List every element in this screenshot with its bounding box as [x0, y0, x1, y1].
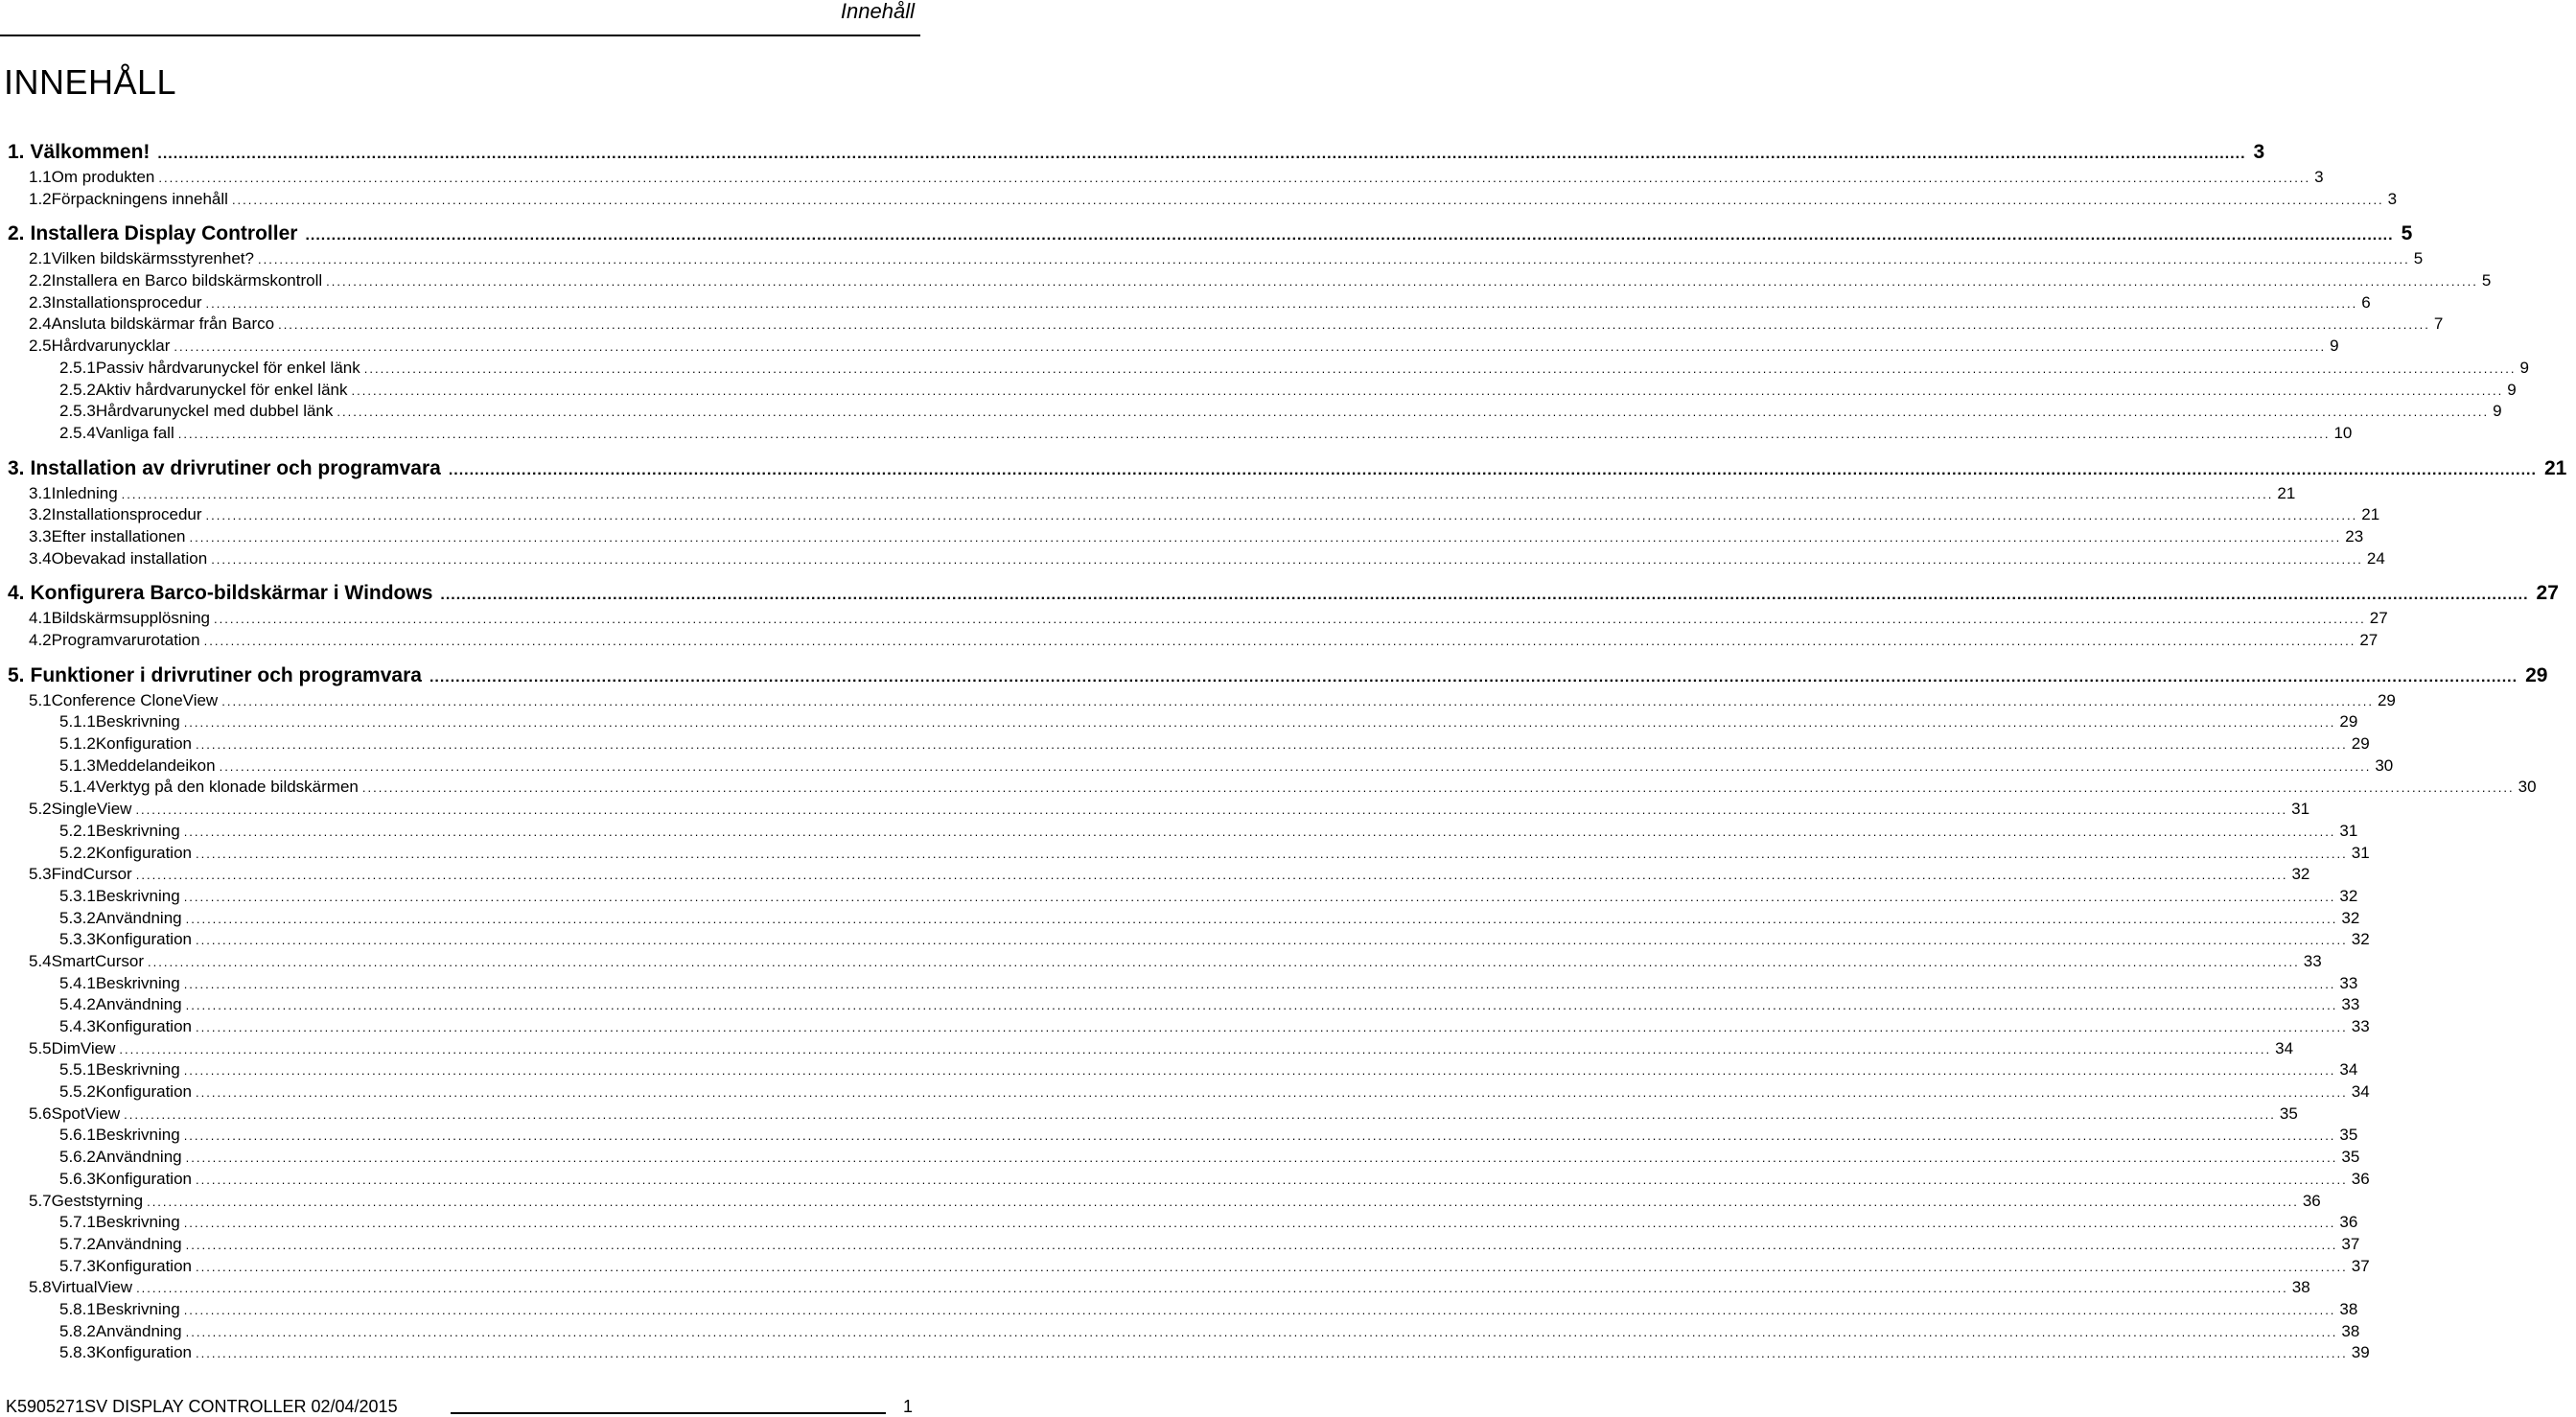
toc-entry-number: 5.5.1 — [59, 1060, 96, 1080]
toc-entry-number: 2.5.3 — [59, 402, 96, 421]
toc-page-number: 27 — [2359, 631, 2379, 649]
toc-subsection-entry[interactable] — [0, 1016, 2370, 1038]
toc-page-number: 3 — [2314, 168, 2324, 186]
toc-entry-title: Installation av drivrutiner och programvara — [30, 456, 441, 479]
toc-entry-number: 1.2 — [29, 189, 52, 208]
toc-chapter — [0, 454, 2567, 570]
toc-entry-number: 2.3 — [29, 292, 52, 312]
toc-entry-number: 5.2.1 — [59, 821, 96, 840]
toc-dot-leader: ................................................................................................................................................................................................................................................................................................................................................................................................................ — [337, 405, 2490, 420]
toc-page-number: 21 — [2361, 505, 2380, 524]
toc-dot-leader: ................................................................................................................................................................................................................................................................................................................................................................................................................ — [119, 1041, 2272, 1057]
toc-page-number: 35 — [2339, 1126, 2358, 1145]
toc-page-number: 37 — [2341, 1234, 2360, 1253]
toc-section-entry[interactable] — [0, 504, 2380, 526]
toc-entry-number: 4.1 — [29, 609, 52, 628]
toc-subsection-entry[interactable] — [0, 994, 2360, 1016]
toc-entry-title: DimView — [51, 1038, 116, 1057]
running-head-title: Innehåll — [840, 0, 915, 23]
toc-chapter-entry[interactable] — [0, 454, 2567, 483]
toc-dot-leader: ................................................................................................................................................................................................................................................................................................................................................................................................................ — [231, 192, 2384, 207]
toc-subsection-entry[interactable] — [0, 1059, 2358, 1081]
toc-page-number: 10 — [2333, 423, 2353, 442]
toc-dot-leader: ................................................................................................................................................................................................................................................................................................................................................................................................................ — [185, 1237, 2338, 1252]
toc-subsection-entry[interactable] — [0, 1081, 2370, 1103]
toc-dot-leader: ................................................................................................................................................................................................................................................................................................................................................................................................................ — [185, 1150, 2338, 1166]
toc-page-number: 7 — [2433, 314, 2444, 334]
toc-chapter — [0, 220, 2529, 444]
toc-entry-title: Användning — [95, 995, 182, 1014]
toc-section-entry[interactable] — [0, 1191, 2321, 1213]
toc-entry-number: 5.8.3 — [59, 1343, 96, 1362]
toc-entry-title: Konfiguration — [95, 1169, 192, 1188]
toc-entry-number: 2.5.1 — [59, 358, 96, 377]
toc-section-entry[interactable] — [0, 1038, 2294, 1060]
toc-dot-leader: ................................................................................................................................................................................................................................................................................................................................................................................................................ — [185, 911, 2338, 926]
toc-entry-title: Användning — [95, 1234, 182, 1253]
toc-page-number: 29 — [2351, 734, 2370, 754]
toc-subsection-entry[interactable] — [0, 777, 2537, 799]
toc-page-number: 27 — [2369, 609, 2388, 628]
toc-dot-leader: ................................................................................................................................................................................................................................................................................................................................................................................................................ — [124, 1106, 2276, 1122]
toc-dot-leader: ................................................................................................................................................................................................................................................................................................................................................................................................................ — [257, 252, 2410, 267]
toc-entry-title: Konfiguration — [95, 1082, 192, 1102]
toc-dot-leader: ................................................................................................................................................................................................................................................................................................................................................................................................................ — [136, 1281, 2288, 1296]
toc-subsection-entry[interactable] — [0, 843, 2370, 865]
toc-entry-number: 5.2 — [29, 800, 52, 819]
toc-subsection-entry[interactable] — [0, 733, 2370, 755]
toc-entry-number: 2.5.4 — [59, 423, 96, 442]
toc-dot-leader: ................................................................................................................................................................................................................................................................................................................................................................................................................ — [205, 508, 2358, 523]
toc-dot-leader: ................................................................................................................................................................................................................................................................................................................................................................................................................ — [135, 802, 2288, 818]
toc-page-number: 33 — [2303, 951, 2322, 970]
toc-entry-number: 5.3.1 — [59, 886, 96, 905]
toc-entry-number: 3.1 — [29, 483, 52, 502]
toc-dot-leader: ................................................................................................................................................................................................................................................................................................................................................................................................................ — [196, 1346, 2348, 1361]
toc-entry-title: FindCursor — [51, 865, 132, 884]
toc-entry-number: 1. — [8, 141, 25, 163]
toc-entry-number: 5.8.1 — [59, 1299, 96, 1318]
toc-entry-title: Efter installationen — [51, 526, 186, 546]
toc-dot-leader: ................................................................................................................................................................................................................................................................................................................................................................................................................ — [183, 1128, 2336, 1144]
toc-entry-title: Konfiguration — [95, 1256, 192, 1275]
toc-entry-number: 3.3 — [29, 526, 52, 546]
toc-dot-leader: ................................................................................................................................................................................................................................................................................................................................................................................................................ — [185, 1324, 2338, 1339]
toc-entry-title: Meddelandeikon — [95, 755, 216, 775]
toc-entry-title: Konfiguration — [95, 734, 192, 754]
toc-entry-number: 5.7.1 — [59, 1213, 96, 1232]
toc-entry-title: Programvarurotation — [51, 631, 200, 649]
toc-dot-leader: ................................................................................................................................................................................................................................................................................................................................................................................................................ — [448, 461, 2537, 478]
toc-page-number: 35 — [2279, 1103, 2298, 1123]
toc-entry-number: 5.8 — [29, 1278, 52, 1297]
toc-dot-leader: ................................................................................................................................................................................................................................................................................................................................................................................................................ — [196, 1172, 2348, 1187]
toc-page-number: 30 — [2375, 755, 2394, 775]
toc-entry-number: 5.4 — [29, 951, 52, 970]
toc-subsection-entry[interactable] — [0, 380, 2517, 402]
toc-entry-number: 2.4 — [29, 314, 52, 334]
toc-entry-number: 4. — [8, 582, 25, 605]
toc-entry-title: Beskrivning — [95, 1126, 180, 1145]
toc-dot-leader: ................................................................................................................................................................................................................................................................................................................................................................................................................ — [177, 426, 2331, 441]
toc-entry-number: 2.2 — [29, 271, 52, 290]
toc-page-number: 35 — [2341, 1148, 2360, 1167]
toc-page-number: 5 — [2481, 271, 2492, 290]
toc-dot-leader: ................................................................................................................................................................................................................................................................................................................................................................................................................ — [196, 737, 2348, 753]
toc-subsection-entry[interactable] — [0, 1125, 2358, 1147]
toc-dot-leader: ................................................................................................................................................................................................................................................................................................................................................................................................................ — [361, 780, 2515, 796]
toc-entry-number: 2.5.2 — [59, 380, 96, 399]
toc-page-number: 9 — [2507, 380, 2517, 399]
toc-entry-title: Användning — [95, 1321, 182, 1340]
toc-entry-title: Välkommen! — [30, 141, 151, 163]
toc-entry-number: 5.1.2 — [59, 734, 96, 754]
toc-page-number: 31 — [2339, 821, 2358, 840]
footer-page-number: 1 — [902, 1397, 913, 1416]
toc-entry-title: Funktioner i drivrutiner och programvara — [30, 663, 422, 686]
toc-subsection-entry[interactable] — [0, 423, 2353, 445]
toc-dot-leader: ................................................................................................................................................................................................................................................................................................................................................................................................................ — [185, 998, 2338, 1013]
toc-entry-title: Hårdvarunycklar — [51, 337, 171, 356]
toc-entry-title: Konfiguration — [95, 1017, 192, 1035]
toc-entry-title: Installationsprocedur — [51, 292, 202, 312]
toc-chapter-entry[interactable] — [0, 220, 2413, 248]
toc-entry-number: 5.1.3 — [59, 755, 96, 775]
toc-chapter — [0, 579, 2559, 651]
toc-entry-number: 5.1 — [29, 690, 52, 709]
toc-entry-title: Beskrivning — [95, 1060, 180, 1080]
table-of-contents — [0, 138, 2567, 1374]
toc-entry-number: 5.1.4 — [59, 778, 96, 797]
toc-page-number: 5 — [2401, 222, 2413, 245]
toc-page-number: 32 — [2339, 886, 2358, 905]
toc-page-number: 33 — [2341, 995, 2360, 1014]
toc-entry-title: Beskrivning — [95, 1299, 180, 1318]
toc-page-number: 32 — [2351, 930, 2370, 949]
toc-entry-number: 5.1.1 — [59, 712, 96, 732]
toc-dot-leader: ................................................................................................................................................................................................................................................................................................................................................................................................................ — [196, 846, 2348, 861]
toc-entry-title: Beskrivning — [95, 712, 180, 732]
toc-subsection-entry[interactable] — [0, 1342, 2370, 1364]
toc-entry-title: Konfiguration — [95, 930, 192, 949]
toc-dot-leader: ................................................................................................................................................................................................................................................................................................................................................................................................................ — [196, 1085, 2348, 1101]
toc-dot-leader: ................................................................................................................................................................................................................................................................................................................................................................................................................ — [196, 1259, 2348, 1274]
toc-page-number: 30 — [2518, 778, 2537, 797]
toc-entry-number: 5.6.2 — [59, 1148, 96, 1167]
toc-page-number: 34 — [2275, 1038, 2294, 1057]
toc-entry-number: 5.6.1 — [59, 1126, 96, 1145]
toc-entry-title: Beskrivning — [95, 1213, 180, 1232]
toc-dot-leader: ................................................................................................................................................................................................................................................................................................................................................................................................................ — [148, 954, 2300, 969]
toc-page-number: 27 — [2536, 582, 2559, 605]
toc-entry-number: 5.7.3 — [59, 1256, 96, 1275]
toc-entry-title: Ansluta bildskärmar från Barco — [51, 314, 275, 334]
toc-dot-leader: ................................................................................................................................................................................................................................................................................................................................................................................................................ — [183, 715, 2336, 731]
toc-page-number: 36 — [2339, 1213, 2358, 1232]
toc-dot-leader: ................................................................................................................................................................................................................................................................................................................................................................................................................ — [158, 171, 2311, 185]
toc-subsection-entry[interactable] — [0, 1169, 2370, 1191]
toc-dot-leader: ................................................................................................................................................................................................................................................................................................................................................................................................................ — [183, 889, 2336, 904]
toc-entry-title: Verktyg på den klonade bildskärmen — [95, 778, 359, 797]
toc-page-number: 29 — [2377, 690, 2396, 709]
toc-dot-leader: ................................................................................................................................................................................................................................................................................................................................................................................................................ — [440, 587, 2529, 604]
toc-page-number: 24 — [2366, 548, 2385, 568]
toc-entry-number: 5.3.3 — [59, 930, 96, 949]
toc-section-entry[interactable] — [0, 1103, 2298, 1126]
toc-entry-number: 5.6 — [29, 1103, 52, 1123]
toc-entry-number: 5. — [8, 663, 25, 686]
toc-section-entry[interactable] — [0, 167, 2324, 189]
toc-entry-number: 2.5 — [29, 337, 52, 356]
toc-entry-title: Conference CloneView — [51, 690, 219, 709]
toc-chapter-entry[interactable] — [0, 579, 2559, 608]
toc-entry-title: Konfiguration — [95, 1343, 192, 1362]
toc-subsection-entry[interactable] — [0, 755, 2394, 778]
toc-subsection-entry[interactable] — [0, 1256, 2370, 1278]
toc-dot-leader: ................................................................................................................................................................................................................................................................................................................................................................................................................ — [147, 1194, 2299, 1209]
toc-page-number: 33 — [2351, 1017, 2370, 1035]
toc-page-number: 38 — [2341, 1321, 2360, 1340]
toc-entry-number: 5.4.2 — [59, 995, 96, 1014]
toc-page-number: 21 — [2543, 456, 2567, 479]
footer-rule — [451, 1412, 886, 1414]
toc-subsection-entry[interactable] — [0, 711, 2358, 733]
toc-page-number: 34 — [2351, 1082, 2370, 1102]
toc-entry-title: SpotView — [51, 1103, 121, 1123]
toc-entry-title: Beskrivning — [95, 821, 180, 840]
toc-dot-leader: ................................................................................................................................................................................................................................................................................................................................................................................................................ — [278, 317, 2430, 333]
toc-entry-number: 5.6.3 — [59, 1169, 96, 1188]
toc-page-number: 3 — [2253, 141, 2265, 163]
toc-chapter-entry[interactable] — [0, 138, 2265, 167]
toc-section-entry[interactable] — [0, 630, 2379, 652]
toc-page-number: 32 — [2291, 865, 2310, 884]
toc-section-entry[interactable] — [0, 189, 2398, 211]
toc-subsection-entry[interactable] — [0, 908, 2360, 930]
header-rule — [0, 35, 920, 36]
toc-chapter-entry[interactable] — [0, 662, 2548, 690]
toc-entry-title: Konfiguration — [95, 843, 192, 862]
toc-page-number: 39 — [2351, 1343, 2370, 1362]
toc-dot-leader: ................................................................................................................................................................................................................................................................................................................................................................................................................ — [214, 612, 2366, 627]
toc-entry-title: Geststyrning — [51, 1191, 144, 1210]
toc-entry-title: Vilken bildskärmsstyrenhet? — [51, 249, 254, 268]
toc-subsection-entry[interactable] — [0, 1212, 2358, 1234]
toc-page-number: 29 — [2525, 663, 2548, 686]
toc-entry-title: Hårdvarunyckel med dubbel länk — [95, 402, 334, 421]
toc-section-entry[interactable] — [0, 526, 2364, 548]
toc-entry-title: Förpackningens innehåll — [51, 189, 228, 208]
toc-dot-leader: ................................................................................................................................................................................................................................................................................................................................................................................................................ — [183, 824, 2336, 839]
toc-entry-number: 3.4 — [29, 548, 52, 568]
toc-dot-leader: ................................................................................................................................................................................................................................................................................................................................................................................................................ — [351, 383, 2504, 398]
toc-dot-leader: ................................................................................................................................................................................................................................................................................................................................................................................................................ — [363, 360, 2517, 376]
toc-entry-title: Inledning — [51, 483, 118, 502]
toc-page-number: 38 — [2339, 1299, 2358, 1318]
toc-section-entry[interactable] — [0, 864, 2310, 886]
toc-subsection-entry[interactable] — [0, 1299, 2358, 1321]
toc-entry-title: Bildskärmsupplösning — [51, 609, 211, 628]
toc-entry-title: Passiv hårdvarunyckel för enkel länk — [95, 358, 360, 377]
toc-page-number: 23 — [2345, 526, 2364, 546]
toc-dot-leader: ................................................................................................................................................................................................................................................................................................................................................................................................................ — [157, 146, 2246, 162]
toc-page-number: 9 — [2330, 337, 2339, 356]
toc-entry-number: 1.1 — [29, 168, 52, 186]
toc-entry-title: Vanliga fall — [95, 423, 174, 442]
toc-chapter — [0, 662, 2548, 1364]
toc-entry-title: Användning — [95, 908, 182, 927]
toc-section-entry[interactable] — [0, 1277, 2310, 1299]
toc-entry-number: 5.5.2 — [59, 1082, 96, 1102]
toc-entry-title: Konfigurera Barco-bildskärmar i Windows — [30, 582, 433, 605]
toc-entry-title: Installationsprocedur — [51, 505, 202, 524]
toc-page-number: 9 — [2493, 402, 2502, 421]
toc-page-number: 31 — [2351, 843, 2370, 862]
toc-page-number: 38 — [2291, 1278, 2310, 1297]
toc-entry-number: 5.7 — [29, 1191, 52, 1210]
toc-dot-leader: ................................................................................................................................................................................................................................................................................................................................................................................................................ — [183, 1302, 2336, 1317]
toc-section-entry[interactable] — [0, 483, 2296, 505]
toc-entry-title: SmartCursor — [51, 951, 144, 970]
toc-entry-number: 4.2 — [29, 631, 52, 649]
toc-entry-title: VirtualView — [51, 1278, 133, 1297]
toc-page-number: 29 — [2339, 712, 2358, 732]
toc-subsection-entry[interactable] — [0, 358, 2529, 380]
toc-entry-number: 5.3 — [29, 865, 52, 884]
footer-document-code: K5905271SV DISPLAY CONTROLLER 02/04/2015 — [6, 1397, 398, 1416]
toc-page-number: 6 — [2361, 292, 2371, 312]
toc-page-number: 5 — [2413, 249, 2424, 268]
toc-dot-leader: ................................................................................................................................................................................................................................................................................................................................................................................................................ — [183, 976, 2336, 991]
toc-entry-title: Obevakad installation — [51, 548, 208, 568]
toc-dot-leader: ................................................................................................................................................................................................................................................................................................................................................................................................................ — [183, 1216, 2336, 1231]
toc-section-entry[interactable] — [0, 248, 2424, 270]
toc-entry-title: SingleView — [51, 800, 132, 819]
toc-entry-number: 5.4.3 — [59, 1017, 96, 1035]
toc-dot-leader: ................................................................................................................................................................................................................................................................................................................................................................................................................ — [219, 758, 2372, 774]
toc-dot-leader: ................................................................................................................................................................................................................................................................................................................................................................................................................ — [135, 868, 2288, 883]
toc-entry-title: Installera en Barco bildskärmskontroll — [51, 271, 323, 290]
toc-dot-leader: ................................................................................................................................................................................................................................................................................................................................................................................................................ — [429, 668, 2518, 685]
toc-dot-leader: ................................................................................................................................................................................................................................................................................................................................................................................................................ — [174, 339, 2327, 355]
toc-section-entry[interactable] — [0, 314, 2444, 336]
toc-chapter — [0, 138, 2398, 210]
toc-subsection-entry[interactable] — [0, 929, 2370, 951]
toc-dot-leader: ................................................................................................................................................................................................................................................................................................................................................................................................................ — [205, 295, 2358, 311]
toc-dot-leader: ................................................................................................................................................................................................................................................................................................................................................................................................................ — [221, 693, 2374, 708]
toc-subsection-entry[interactable] — [0, 1147, 2360, 1169]
toc-page-number: 37 — [2351, 1256, 2370, 1275]
toc-dot-leader: ................................................................................................................................................................................................................................................................................................................................................................................................................ — [326, 274, 2478, 290]
toc-section-entry[interactable] — [0, 690, 2396, 712]
toc-entry-title: Beskrivning — [95, 973, 180, 992]
toc-entry-number: 3. — [8, 456, 25, 479]
toc-dot-leader: ................................................................................................................................................................................................................................................................................................................................................................................................................ — [305, 227, 2394, 244]
toc-entry-title: Beskrivning — [95, 886, 180, 905]
toc-entry-number: 2. — [8, 222, 25, 245]
toc-subsection-entry[interactable] — [0, 401, 2502, 423]
toc-dot-leader: ................................................................................................................................................................................................................................................................................................................................................................................................................ — [196, 933, 2348, 948]
toc-dot-leader: ................................................................................................................................................................................................................................................................................................................................................................................................................ — [196, 1020, 2348, 1034]
toc-page-number: 21 — [2277, 483, 2296, 502]
toc-subsection-entry[interactable] — [0, 886, 2358, 908]
toc-section-entry[interactable] — [0, 548, 2385, 570]
toc-page-number: 3 — [2387, 189, 2398, 208]
toc-page-number: 36 — [2302, 1191, 2321, 1210]
toc-page-number: 9 — [2519, 358, 2529, 377]
toc-entry-title: Aktiv hårdvarunyckel för enkel länk — [95, 380, 348, 399]
toc-page-number: 32 — [2341, 908, 2360, 927]
toc-dot-leader: ................................................................................................................................................................................................................................................................................................................................................................................................................ — [203, 634, 2356, 648]
toc-section-entry[interactable] — [0, 292, 2371, 314]
toc-section-entry[interactable] — [0, 270, 2492, 292]
toc-entry-title: Användning — [95, 1148, 182, 1167]
toc-subsection-entry[interactable] — [0, 1321, 2360, 1343]
toc-dot-leader: ................................................................................................................................................................................................................................................................................................................................................................................................................ — [183, 1063, 2336, 1079]
toc-entry-title: Installera Display Controller — [30, 222, 298, 245]
toc-entry-number: 5.4.1 — [59, 973, 96, 992]
toc-entry-number: 5.5 — [29, 1038, 52, 1057]
toc-dot-leader: ................................................................................................................................................................................................................................................................................................................................................................................................................ — [211, 551, 2363, 567]
toc-entry-number: 3.2 — [29, 505, 52, 524]
toc-page-number: 36 — [2351, 1169, 2370, 1188]
toc-entry-number: 5.7.2 — [59, 1234, 96, 1253]
toc-subsection-entry[interactable] — [0, 1234, 2360, 1256]
toc-entry-number: 5.2.2 — [59, 843, 96, 862]
toc-page-number: 31 — [2291, 800, 2310, 819]
toc-subsection-entry[interactable] — [0, 821, 2358, 843]
toc-dot-leader: ................................................................................................................................................................................................................................................................................................................................................................................................................ — [121, 486, 2274, 501]
toc-dot-leader: ................................................................................................................................................................................................................................................................................................................................................................................................................ — [189, 529, 2342, 545]
page-title: INNEHÅLL — [4, 62, 177, 102]
toc-entry-number: 2.1 — [29, 249, 52, 268]
toc-section-entry[interactable] — [0, 336, 2339, 358]
toc-page-number: 34 — [2339, 1060, 2358, 1080]
toc-entry-title: Om produkten — [51, 168, 155, 186]
toc-section-entry[interactable] — [0, 608, 2388, 630]
toc-page-number: 33 — [2339, 973, 2358, 992]
toc-subsection-entry[interactable] — [0, 973, 2358, 995]
toc-entry-number: 5.8.2 — [59, 1321, 96, 1340]
toc-entry-number: 5.3.2 — [59, 908, 96, 927]
toc-section-entry[interactable] — [0, 951, 2322, 973]
toc-section-entry[interactable] — [0, 799, 2310, 821]
